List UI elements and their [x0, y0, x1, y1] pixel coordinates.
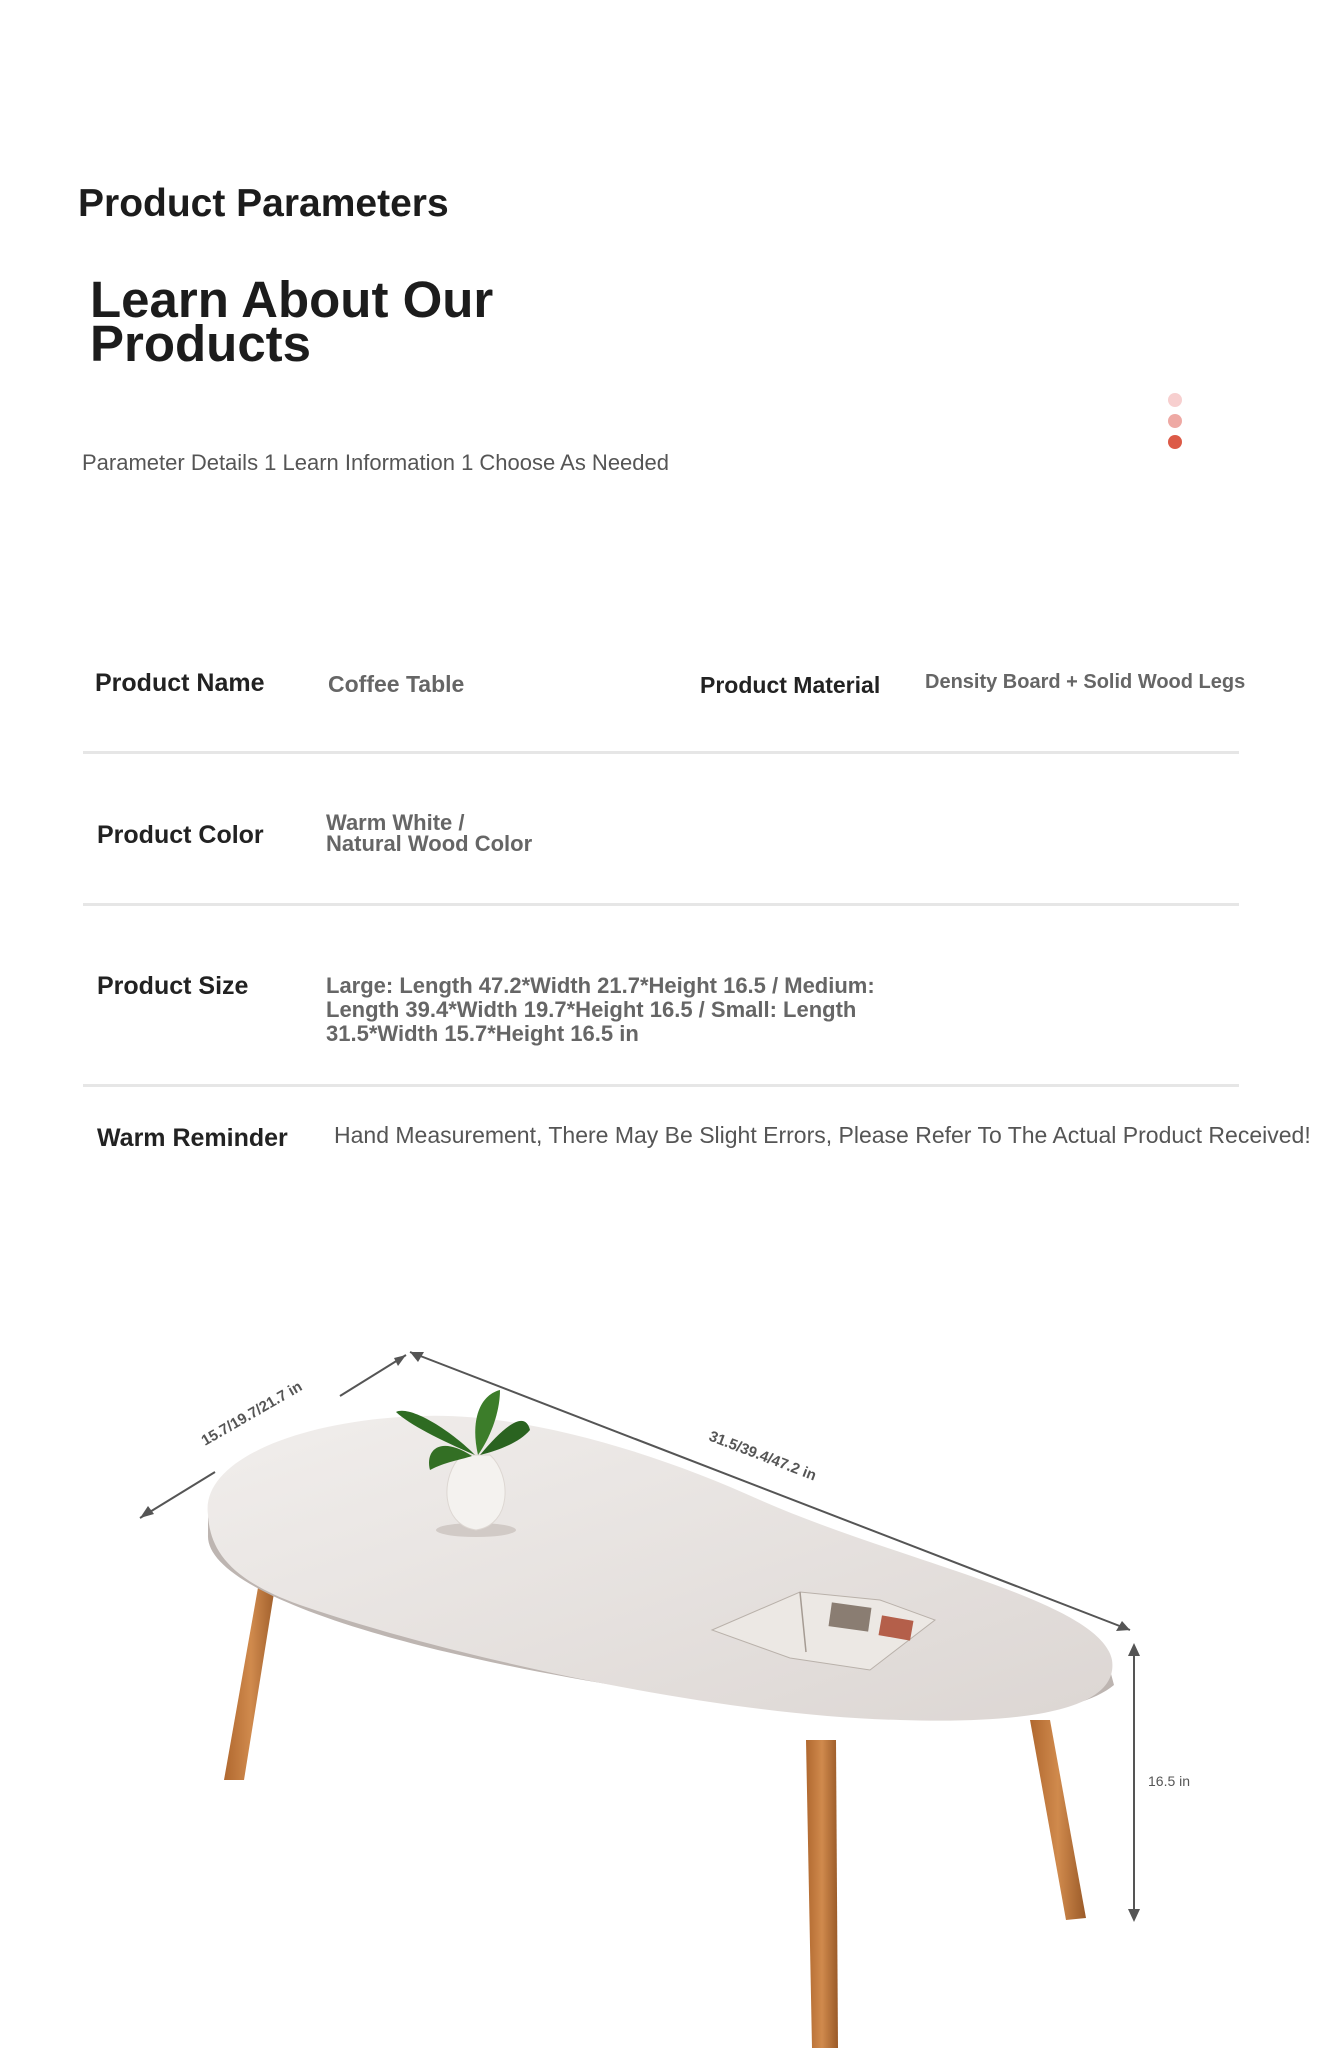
- width-label: 15.7/19.7/21.7 in: [198, 1378, 306, 1450]
- table-leg: [224, 1565, 278, 1780]
- product-material-label: Product Material: [700, 672, 881, 698]
- indicator-dot: [1168, 393, 1182, 407]
- arrow-head-icon: [1128, 1643, 1140, 1656]
- table-leg: [1030, 1720, 1086, 1920]
- vase: [447, 1455, 505, 1530]
- warm-reminder-label: Warm Reminder: [97, 1124, 288, 1152]
- arrow-head-icon: [394, 1355, 406, 1366]
- product-material-value: Density Board + Solid Wood Legs: [925, 671, 1246, 693]
- product-color-value-line-1: Warm White /: [326, 810, 465, 835]
- product-size-value-line-3: 31.5*Width 15.7*Height 16.5 in: [326, 1021, 639, 1046]
- arrow-head-icon: [140, 1506, 154, 1518]
- table-top: [208, 1416, 1113, 1721]
- page-indicator: [1168, 393, 1184, 456]
- coffee-table-illustration: [0, 1300, 1322, 2048]
- headline: [90, 271, 650, 372]
- headline-line-1: Learn About Our: [90, 271, 494, 328]
- table-leg: [806, 1740, 838, 2048]
- product-size-value-line-2: Length 39.4*Width 19.7*Height 16.5 / Small: Length: [326, 997, 857, 1022]
- warm-reminder-value: Hand Measurement, There May Be Slight Errors, Please Refer To The Actual Product Received!: [334, 1122, 1311, 1148]
- row-divider: [83, 903, 1239, 906]
- height-label: 16.5 in: [1148, 1773, 1191, 1789]
- product-size-label: Product Size: [97, 972, 249, 1000]
- row-divider: [83, 751, 1239, 754]
- row-divider: [83, 1084, 1239, 1087]
- indicator-dot: [1168, 414, 1182, 428]
- arrow-head-icon: [1128, 1909, 1140, 1922]
- product-name-label: Product Name: [95, 669, 265, 697]
- section-title: Product Parameters: [78, 182, 449, 225]
- product-color-value-line-2: Natural Wood Color: [326, 831, 533, 856]
- subtitle: Parameter Details 1 Learn Information 1 Choose As Needed: [82, 450, 669, 475]
- length-label: 31.5/39.4/47.2 in: [706, 1427, 819, 1485]
- headline-line-2: Products: [90, 315, 312, 372]
- indicator-dot: [1168, 435, 1182, 449]
- product-color-label: Product Color: [97, 821, 264, 849]
- product-name-value: Coffee Table: [328, 671, 465, 697]
- product-size-value: [326, 974, 875, 1046]
- product-size-value-line-1: Large: Length 47.2*Width 21.7*Height 16.5 / Medium:: [326, 973, 875, 998]
- product-color-value: [326, 812, 532, 854]
